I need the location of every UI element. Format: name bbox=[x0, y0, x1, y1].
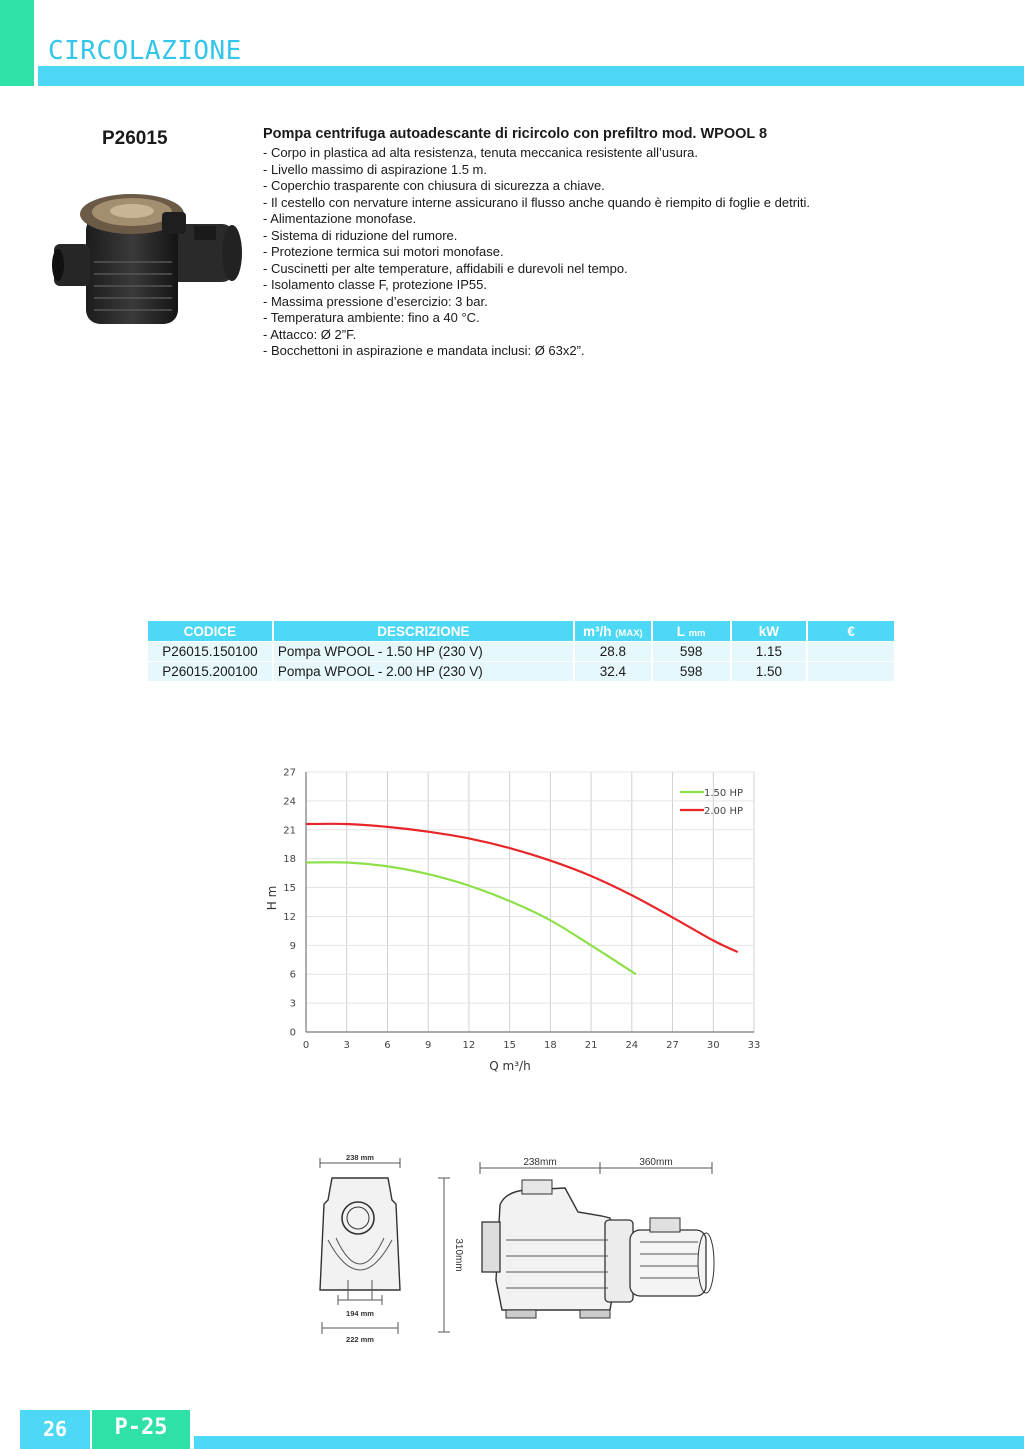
cell-kw: 1.15 bbox=[732, 641, 807, 661]
y-tick-label: 15 bbox=[283, 883, 296, 895]
page-number: 26 bbox=[42, 1417, 68, 1441]
x-tick-label: 33 bbox=[747, 1040, 761, 1051]
x-axis-label: Q m³/h bbox=[489, 1059, 531, 1073]
col-header-length bbox=[653, 621, 730, 641]
feature-item: - Corpo in plastica ad alta resistenza, tenuta meccanica resistente all’usura. bbox=[263, 145, 698, 160]
page-number-box bbox=[20, 1410, 90, 1449]
spec-table bbox=[146, 621, 896, 681]
header-bar bbox=[38, 66, 1024, 86]
flow-unit: m³/h bbox=[583, 623, 612, 639]
feature-item: - Attacco: Ø 2”F. bbox=[263, 326, 357, 342]
col-header-codice: CODICE bbox=[148, 621, 272, 641]
table-header-row bbox=[148, 621, 894, 641]
product-code: P26015 bbox=[102, 128, 168, 149]
dim-side-left: 238mm bbox=[523, 1157, 557, 1168]
section-title: CIRCOLAZIONE bbox=[48, 36, 242, 66]
feature-item: - Livello massimo di aspirazione 1.5 m. bbox=[263, 161, 487, 177]
cell-flow: 32.4 bbox=[575, 661, 651, 681]
cell-kw: 1.50 bbox=[732, 661, 807, 681]
y-tick-label: 21 bbox=[283, 825, 296, 837]
y-axis-label: H m bbox=[265, 885, 279, 911]
cell-length: 598 bbox=[653, 661, 730, 681]
cell-price bbox=[808, 661, 894, 681]
y-tick-label: 9 bbox=[289, 940, 296, 952]
y-tick-label: 0 bbox=[289, 1027, 296, 1039]
dim-side-height: 310mm bbox=[453, 1238, 464, 1272]
cell-price bbox=[808, 641, 894, 661]
page-code-box bbox=[92, 1410, 190, 1449]
col-header-price: € bbox=[808, 621, 894, 641]
cell-desc: Pompa WPOOL - 2.00 HP (230 V) bbox=[274, 661, 573, 681]
x-tick-label: 0 bbox=[302, 1040, 310, 1051]
y-tick-label: 3 bbox=[289, 998, 296, 1010]
feature-item: - Isolamento classe F, protezione IP55. bbox=[263, 277, 488, 292]
feature-item: - Il cestello con nervature interne assicurano il flusso anche quando è riempito di foglie e detriti. bbox=[263, 194, 811, 210]
legend-label: 1.50 HP bbox=[704, 788, 743, 799]
x-tick-label: 15 bbox=[503, 1040, 517, 1051]
feature-item: - Cuscinetti per alte temperature, affidabili e durevoli nel tempo. bbox=[263, 260, 628, 276]
cell-length: 598 bbox=[653, 641, 730, 661]
y-tick-label: 6 bbox=[289, 969, 296, 981]
dim-front-inner: 194 mm bbox=[346, 1309, 374, 1318]
dimension-drawings bbox=[310, 1150, 740, 1345]
header-accent-block bbox=[0, 0, 34, 86]
x-tick-label: 21 bbox=[584, 1040, 598, 1051]
footer-bar bbox=[194, 1436, 1024, 1449]
dim-side-right: 360mm bbox=[639, 1157, 673, 1168]
col-header-kw: kW bbox=[732, 621, 807, 641]
cell-desc: Pompa WPOOL - 1.50 HP (230 V) bbox=[274, 641, 573, 661]
feature-item: - Sistema di riduzione del rumore. bbox=[263, 227, 458, 243]
legend-label: 2.00 HP bbox=[704, 806, 743, 817]
x-tick-label: 3 bbox=[343, 1040, 350, 1051]
x-tick-label: 12 bbox=[462, 1040, 476, 1051]
y-tick-label: 18 bbox=[283, 854, 296, 866]
feature-list bbox=[263, 145, 810, 360]
feature-item: - Temperatura ambiente: fino a 40 °C. bbox=[263, 310, 480, 325]
x-tick-label: 24 bbox=[625, 1040, 639, 1051]
y-tick-label: 12 bbox=[283, 911, 296, 923]
length-symbol: L bbox=[676, 623, 685, 639]
table-row bbox=[148, 661, 894, 681]
feature-item: - Protezione termica sui motori monofase. bbox=[263, 244, 504, 259]
feature-item: - Bocchettoni in aspirazione e mandata inclusi: Ø 63x2”. bbox=[263, 343, 585, 358]
product-title: Pompa centrifuga autoadescante di ricircolo con prefiltro mod. WPOOL 8 bbox=[263, 126, 768, 142]
dim-front-top: 238 mm bbox=[346, 1153, 374, 1162]
pump-product-photo bbox=[44, 186, 250, 334]
feature-item: - Coperchio trasparente con chiusura di sicurezza a chiave. bbox=[263, 178, 605, 193]
dim-front-base: 222 mm bbox=[346, 1335, 374, 1344]
length-unit: mm bbox=[688, 627, 706, 639]
feature-item: - Massima pressione d’esercizio: 3 bar. bbox=[263, 293, 488, 309]
y-tick-label: 24 bbox=[283, 796, 296, 808]
cell-code: P26015.200100 bbox=[148, 661, 272, 681]
feature-item: - Alimentazione monofase. bbox=[263, 211, 417, 226]
x-tick-label: 18 bbox=[543, 1040, 557, 1051]
performance-chart bbox=[260, 760, 780, 1080]
cell-flow: 28.8 bbox=[575, 641, 651, 661]
x-tick-label: 9 bbox=[424, 1040, 432, 1051]
x-tick-label: 30 bbox=[706, 1040, 720, 1051]
col-header-flow bbox=[575, 621, 651, 641]
cell-code: P26015.150100 bbox=[148, 641, 272, 661]
x-tick-label: 6 bbox=[384, 1040, 391, 1051]
table-row bbox=[148, 641, 894, 661]
x-tick-label: 27 bbox=[666, 1040, 679, 1051]
page-code: P-25 bbox=[114, 1415, 168, 1440]
col-header-descrizione: DESCRIZIONE bbox=[274, 621, 573, 641]
flow-sub: (MAX) bbox=[615, 627, 643, 639]
y-tick-label: 27 bbox=[283, 767, 296, 779]
